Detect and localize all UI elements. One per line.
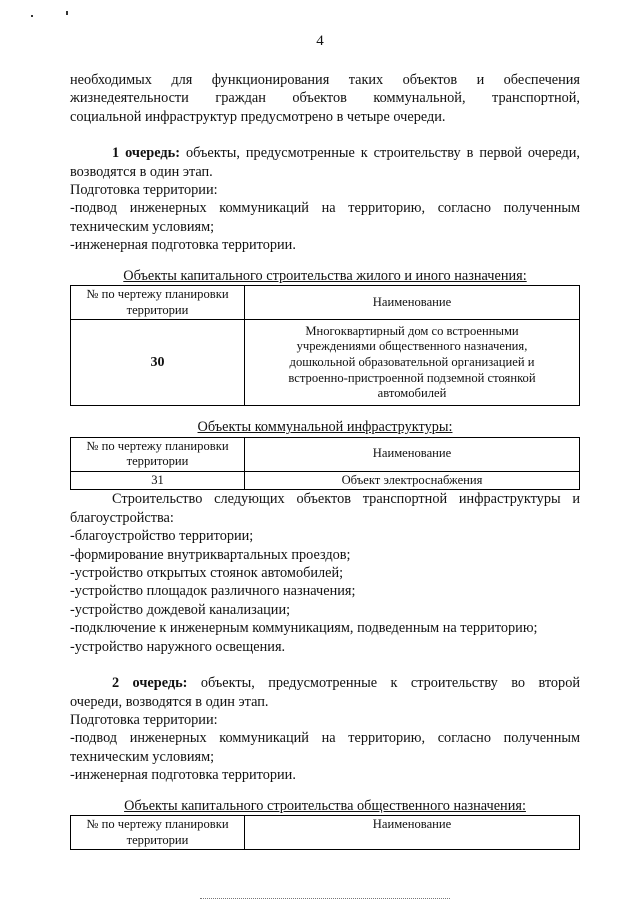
object-name-line: дошкольной образовательной организацией и <box>289 354 535 369</box>
queue2-prep-title: Подготовка территории: <box>70 711 218 728</box>
transport-intro: Строительство следующих объектов транспортной инфраструктуры и <box>112 491 580 508</box>
col2-header: Наименование <box>245 286 580 320</box>
queue2-prep-item: -инженерная подготовка территории. <box>70 767 296 784</box>
object-name-cell <box>245 320 580 406</box>
object-name-line: Многоквартирный дом со встроенными <box>305 323 519 338</box>
object-name-line: учреждениями общественного назначения, <box>296 339 528 354</box>
table-row <box>71 471 580 490</box>
queue1-text: объекты, предусмотренные к строительству в первой очереди, <box>185 145 580 162</box>
table-header-row <box>71 815 580 849</box>
intro-line: жизнедеятельности граждан объектов коммунальной, транспортной, <box>70 90 580 107</box>
object-name-line: встроенно-пристроенной подземной стоянкой <box>288 370 536 385</box>
table-header-cell <box>71 437 245 471</box>
intro-line: социальной инфраструктур предусмотрено в четыре очереди. <box>70 108 446 125</box>
table2-caption: Объекты коммунальной инфраструктуры: <box>197 419 453 436</box>
col1-header: № по чертежу планировки <box>86 287 229 302</box>
scan-speck <box>66 11 68 15</box>
object-name: Объект электроснабжения <box>245 471 580 490</box>
col1-header-cont: территории <box>126 302 189 317</box>
table1-caption: Объекты капитального строительства жилого и иного назначения: <box>123 267 527 284</box>
queue2-paragraph <box>70 674 580 692</box>
table-header-row <box>71 286 580 320</box>
queue1-prep-title: Подготовка территории: <box>70 182 218 199</box>
queue2-text: объекты, предусмотренные к строительству во второй <box>200 675 580 692</box>
transport-item: -устройство площадок различного назначения; <box>70 583 356 600</box>
col2-header: Наименование <box>245 815 580 849</box>
table3 <box>70 815 580 850</box>
queue1-text-cont: возводятся в один этап. <box>70 163 213 180</box>
queue1-paragraph <box>70 144 580 162</box>
page-number: 4 <box>316 33 324 49</box>
table-header-cell <box>71 815 245 849</box>
col1-header: № по чертежу планировки <box>86 438 229 453</box>
intro-line: необходимых для функционирования таких объектов и обеспечения <box>70 72 580 88</box>
table-header-cell <box>71 286 245 320</box>
queue1-prep-item: -подвод инженерных коммуникаций на территорию, согласно полученным <box>70 200 580 217</box>
table3-caption: Объекты капитального строительства общественного назначения: <box>124 797 526 814</box>
col2-header: Наименование <box>245 437 580 471</box>
object-number: 30 <box>71 320 245 406</box>
transport-item: -устройство открытых стоянок автомобилей; <box>70 565 344 582</box>
document-body <box>70 71 580 850</box>
transport-item: -устройство наружного освещения. <box>70 638 286 655</box>
transport-item: -устройство дождевой канализации; <box>70 601 291 618</box>
queue2-prep-item: -подвод инженерных коммуникаций на территорию, согласно полученным <box>70 730 580 747</box>
object-name-line: автомобилей <box>377 386 447 401</box>
queue1-prep-item-cont: техническим условиям; <box>70 218 215 235</box>
transport-item: -формирование внутриквартальных проездов; <box>70 546 351 563</box>
transport-intro-cont: благоустройства: <box>70 509 174 526</box>
col1-header: № по чертежу планировки <box>86 816 229 831</box>
object-number: 31 <box>71 471 245 490</box>
queue1-heading: 1 очередь: <box>112 145 180 162</box>
queue1-prep-item: -инженерная подготовка территории. <box>70 237 296 254</box>
queue2-heading: 2 очередь: <box>112 675 188 692</box>
table2 <box>70 437 580 491</box>
queue2-text-cont: очереди, возводятся в один этап. <box>70 693 269 710</box>
transport-item: -благоустройство территории; <box>70 528 254 545</box>
scan-speck <box>31 15 33 17</box>
scan-artifact-line <box>200 898 450 901</box>
table-row <box>71 320 580 406</box>
col1-header-cont: территории <box>126 832 189 847</box>
table1 <box>70 285 580 406</box>
queue2-prep-item-cont: техническим условиям; <box>70 748 215 765</box>
col1-header-cont: территории <box>126 454 189 469</box>
transport-item: -подключение к инженерным коммуникациям, подведенным на территорию; <box>70 620 538 637</box>
table-header-row <box>71 437 580 471</box>
